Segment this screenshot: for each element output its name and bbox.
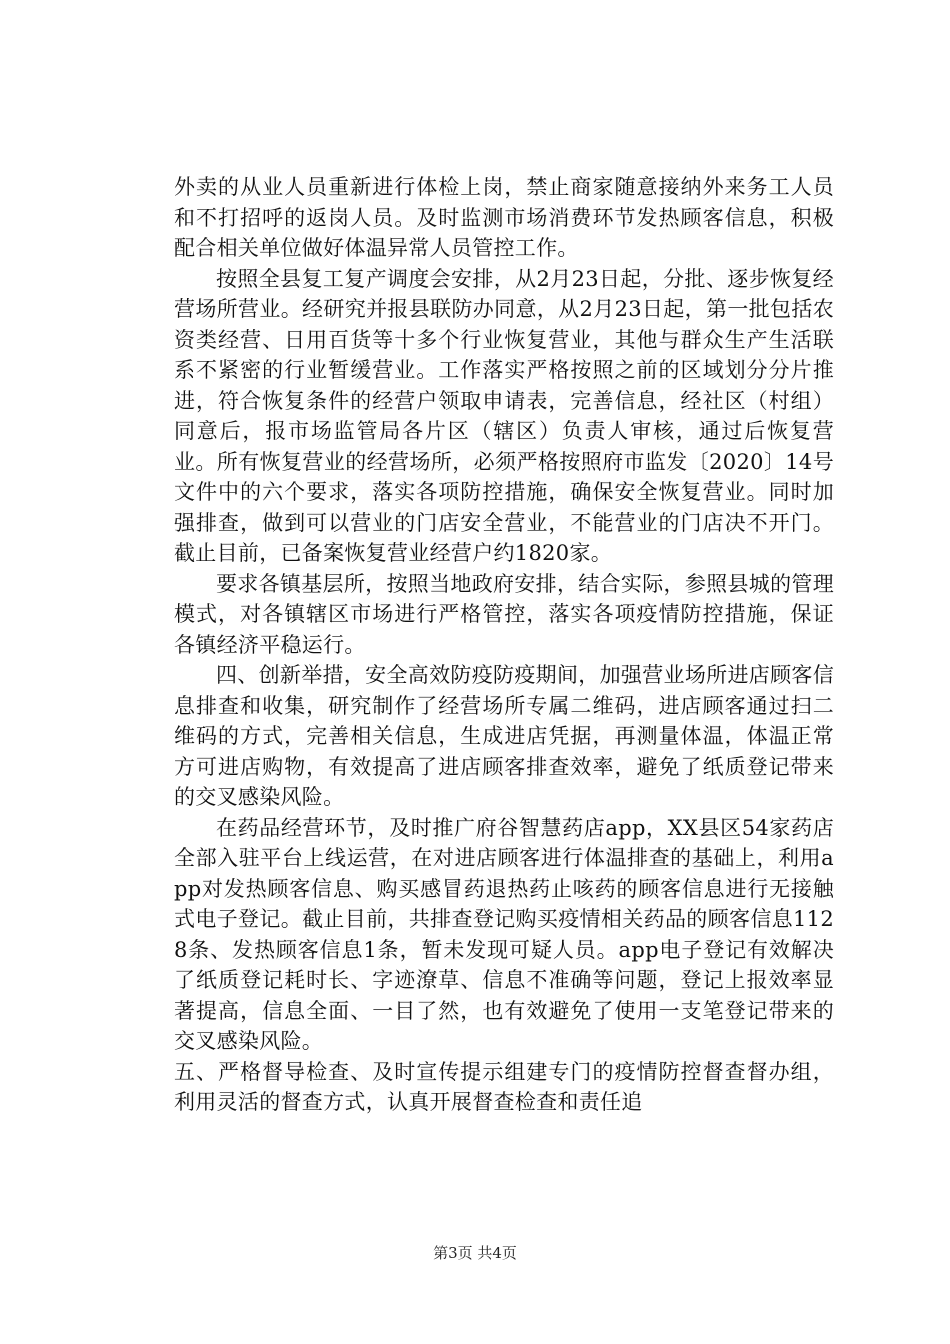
paragraph-3: 要求各镇基层所，按照当地政府安排，结合实际，参照县城的管理模式，对各镇辖区市场进行严格管控，落实各项疫情防控措施，保证各镇经济平稳运行。 (174, 571, 834, 657)
page-number-footer: 第3页 共4页 (433, 1244, 517, 1262)
paragraph-4: 四、创新举措，安全高效防疫防疫期间，加强营业场所进店顾客信息排查和收集，研究制作了经营场所专属二维码，进店顾客通过扫二维码的方式，完善相关信息，生成进店凭据，再测量体温，体温正常方可进店购物，有效提高了进店顾客排查效率，避免了纸质登记带来的交叉感染风险。 (174, 663, 834, 809)
paragraph-1: 外卖的从业人员重新进行体检上岗，禁止商家随意接纳外来务工人员和不打招呼的返岗人员。及时监测市场消费环节发热顾客信息，积极配合相关单位做好体温异常人员管控工作。 (174, 175, 834, 260)
document-body (174, 172, 834, 1118)
paragraph-5: 在药品经营环节，及时推广府谷智慧药店app，XX县区54家药店全部入驻平台上线运营，在对进店顾客进行体温排查的基础上，利用app对发热顾客信息、购买感冒药退热药止咳药的顾客信息进行无接触式电子登记。截止目前，共排查登记购买疫情相关药品的顾客信息1128条、发热顾客信息1条，暂未发现可疑人员。app电子登记有效解决了纸质登记耗时长、字迹潦草、信息不准确等问题，登记上报效率显著提高，信息全面、一目了然，也有效避免了使用一支笔登记带来的交叉感染风险。 (174, 815, 834, 1053)
paragraph-6: 五、严格督导检查、及时宣传提示组建专门的疫情防控督查督办组，利用灵活的督查方式，认真开展督查检查和责任追 (174, 1059, 834, 1114)
paragraph-2: 按照全县复工复产调度会安排，从2月23日起，分批、逐步恢复经营场所营业。经研究并报县联防办同意，从2月23日起，第一批包括农资类经营、日用百货等十多个行业恢复营业，其他与群众生产生活联系不紧密的行业暂缓营业。工作落实严格按照之前的区域划分分片推进，符合恢复条件的经营户领取申请表，完善信息，经社区（村组）同意后，报市场监管局各片区（辖区）负责人审核，通过后恢复营业。所有恢复营业的经营场所，必须严格按照府市监发〔2020〕14号文件中的六个要求，落实各项防控措施，确保安全恢复营业。同时加强排查，做到可以营业的门店安全营业，不能营业的门店决不开门。截止目前，已备案恢复营业经营户约1820家。 (174, 266, 834, 565)
